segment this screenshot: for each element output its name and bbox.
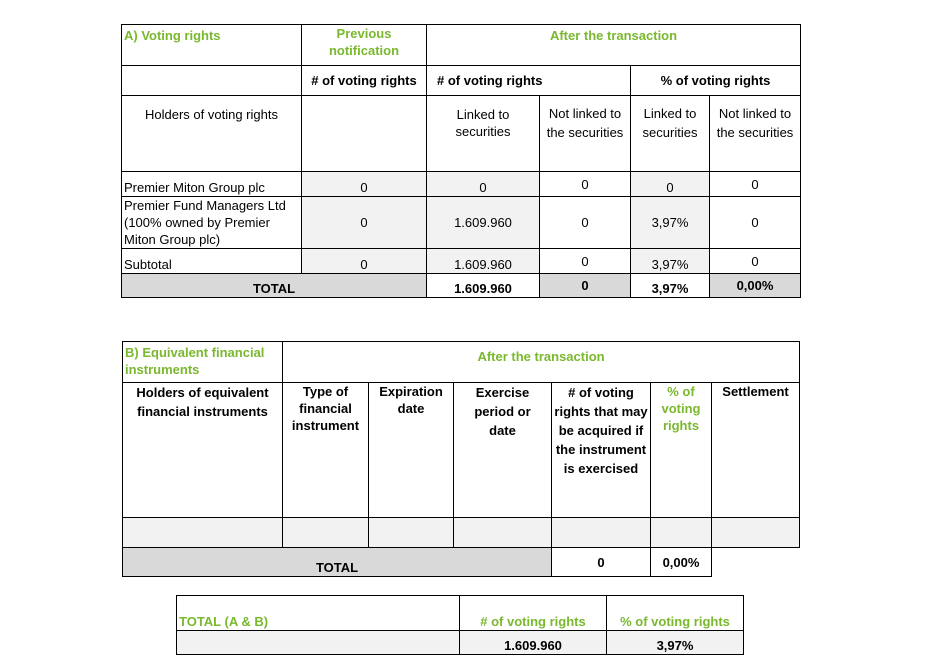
settlement-header: Settlement bbox=[712, 383, 800, 518]
not-linked-value: 0 bbox=[540, 249, 631, 274]
linked-pct-header: Linked to securities bbox=[631, 96, 710, 172]
equivalent-instruments-table bbox=[122, 341, 800, 577]
table-row bbox=[122, 249, 801, 274]
num-rights-header: # of voting rights that may be acquired if the instrument is exercised bbox=[552, 383, 651, 518]
after-transaction-header-b: After the transaction bbox=[283, 342, 800, 383]
total-not-linked-pct-value: 0,00% bbox=[710, 274, 801, 298]
empty-cell bbox=[122, 66, 302, 96]
holder-name: Subtotal bbox=[122, 249, 302, 274]
total-row-b bbox=[123, 548, 800, 577]
total-row bbox=[122, 274, 801, 298]
linked-pct-value: 3,97% bbox=[631, 249, 710, 274]
prev-value: 0 bbox=[302, 249, 427, 274]
total-ab-num-label: # of voting rights bbox=[460, 596, 607, 631]
section-a-title: A) Voting rights bbox=[122, 25, 302, 66]
total-ab-title: TOTAL (A & B) bbox=[177, 596, 460, 631]
total-label: TOTAL bbox=[122, 274, 427, 298]
after-transaction-header: After the transaction bbox=[427, 25, 801, 66]
holders-eq-header: Holders of equivalent financial instruments bbox=[123, 383, 283, 518]
total-not-linked-value: 0 bbox=[540, 274, 631, 298]
holder-name: Premier Miton Group plc bbox=[122, 172, 302, 197]
total-ab-pct-value: 3,97% bbox=[607, 631, 744, 655]
not-linked-value: 0 bbox=[540, 197, 631, 249]
table-row bbox=[122, 197, 801, 249]
voting-rights-table bbox=[121, 24, 801, 298]
total-num-rights: 0 bbox=[552, 548, 651, 577]
linked-value: 0 bbox=[427, 172, 540, 197]
linked-header: Linked to securities bbox=[427, 96, 540, 172]
exercise-header: Exercise period or date bbox=[454, 383, 552, 518]
linked-value: 1.609.960 bbox=[427, 249, 540, 274]
empty-cell bbox=[302, 96, 427, 172]
holder-name: Premier Fund Managers Ltd (100% owned by Premier Miton Group plc) bbox=[122, 197, 302, 249]
previous-notification-header: Previous notification bbox=[302, 25, 427, 66]
pct-rights-header: % of voting rights bbox=[651, 383, 712, 518]
linked-pct-value: 3,97% bbox=[631, 197, 710, 249]
not-linked-header: Not linked to the securities bbox=[540, 96, 631, 172]
section-b-title: B) Equivalent financial instruments bbox=[123, 342, 283, 383]
total-label-b: TOTAL bbox=[123, 548, 552, 577]
linked-value: 1.609.960 bbox=[427, 197, 540, 249]
prev-num-voting-rights-header: # of voting rights bbox=[302, 66, 427, 96]
prev-value: 0 bbox=[302, 172, 427, 197]
table-row bbox=[122, 172, 801, 197]
total-ab-num-value: 1.609.960 bbox=[460, 631, 607, 655]
not-linked-pct-value: 0 bbox=[710, 172, 801, 197]
total-pct-rights: 0,00% bbox=[651, 548, 712, 577]
after-num-voting-rights-header: # of voting rights bbox=[427, 66, 631, 96]
type-header: Type of financial instrument bbox=[283, 383, 369, 518]
holders-header: Holders of voting rights bbox=[122, 96, 302, 172]
not-linked-pct-header: Not linked to the securities bbox=[710, 96, 801, 172]
prev-value: 0 bbox=[302, 197, 427, 249]
not-linked-pct-value: 0 bbox=[710, 197, 801, 249]
table-row bbox=[123, 518, 800, 548]
after-pct-voting-rights-header: % of voting rights bbox=[631, 66, 801, 96]
total-linked-value: 1.609.960 bbox=[427, 274, 540, 298]
total-ab-table bbox=[176, 595, 744, 655]
expiration-header: Expiration date bbox=[369, 383, 454, 518]
total-ab-pct-label: % of voting rights bbox=[607, 596, 744, 631]
not-linked-value: 0 bbox=[540, 172, 631, 197]
not-linked-pct-value: 0 bbox=[710, 249, 801, 274]
total-linked-pct-value: 3,97% bbox=[631, 274, 710, 298]
linked-pct-value: 0 bbox=[631, 172, 710, 197]
